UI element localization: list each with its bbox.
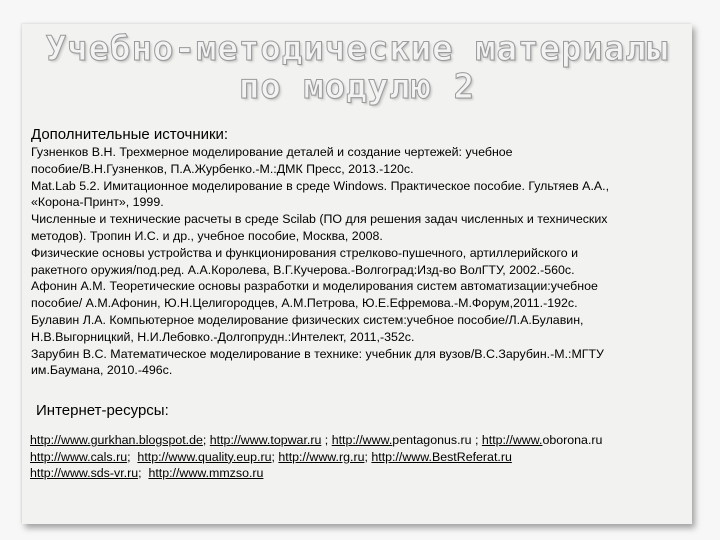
reference-line: Mat.Lab 5.2. Имитационное моделирование в среде Windows. Практическое пособие. Гультяев А.А., xyxy=(31,178,610,193)
reference-line: методов). Тропин И.С. и др., учебное пособие, Москва, 2008. xyxy=(31,228,383,243)
link-quality-eup[interactable]: http://www.quality.eup.ru xyxy=(137,449,272,464)
link-oborona[interactable]: http://www. xyxy=(481,433,543,447)
reference-line: «Корона-Принт», 1999. xyxy=(31,195,164,210)
link-pentagonus-domain: pentagonus.ru xyxy=(392,433,472,447)
additional-sources-heading: Дополнительные источники: xyxy=(31,126,229,143)
reference-line: Численные и технические расчеты в среде Scilab (ПО для решения задач численных и технических xyxy=(31,212,608,227)
reference-line: пособие/В.Н.Гузненков, П.А.Журбенко.-М.:ДМК Пресс, 2013.-120с. xyxy=(31,161,414,176)
link-rg[interactable]: http://www.rg.ru xyxy=(278,449,365,464)
reference-line: Н.В.Выгорницкий, Н.И.Лебовко.-Долгопрудн.:Интелект, 2011,-352с. xyxy=(31,329,415,344)
reference-line: ракетного оружия/под.ред. А.А.Королева, В.Г.Кучерова.-Волгоград:Изд-во ВолГТУ, 2002.-560с. xyxy=(31,262,575,277)
link-gurkhan[interactable]: http://www.gurkhan.blogspot.de xyxy=(30,433,203,447)
internet-resources-heading: Интернет-ресурсы: xyxy=(36,402,169,419)
reference-list xyxy=(31,144,699,379)
separator: ; xyxy=(138,466,149,481)
link-cals[interactable]: http://www.cals.ru xyxy=(30,449,128,464)
slide xyxy=(22,24,692,524)
reference-line: Зарубин В.С. Математическое моделирование в технике: учебник для вузов/В.С.Зарубин.-М.:МГТУ xyxy=(31,346,604,361)
separator: ; xyxy=(271,449,279,464)
link-mmzso[interactable]: http://www.mmzso.ru xyxy=(148,466,264,481)
reference-line: им.Баумана, 2010.-496с. xyxy=(31,363,173,378)
separator: ; xyxy=(202,433,210,447)
title-line-2: по модулю 2 xyxy=(238,67,476,107)
reference-line: Физические основы устройства и функционирования стрелково-пушечного, артиллерийского и xyxy=(31,245,579,260)
reference-line: Гузненков В.Н. Трехмерное моделирование деталей и создание чертежей: учебное xyxy=(31,145,513,159)
link-pentagonus[interactable]: http://www. xyxy=(331,433,393,447)
separator: ; xyxy=(321,433,332,447)
separator: ; xyxy=(471,433,482,447)
link-topwar[interactable]: http://www.topwar.ru xyxy=(209,433,322,447)
link-sds-vr[interactable]: http://www.sds-vr.ru xyxy=(30,466,139,481)
links-row-2 xyxy=(30,449,700,466)
links-row-3 xyxy=(30,465,700,482)
title-line-1: Учебно-методические материалы xyxy=(45,29,669,69)
link-oborona-domain: oborona.ru xyxy=(542,433,603,447)
separator: ; xyxy=(364,449,372,464)
separator: ; xyxy=(127,449,138,464)
reference-line: пособие/ А.М.Афонин, Ю.Н.Целигородцев, А.М.Петрова, Ю.Е.Ефремова.-М.Форум,2011.-192с. xyxy=(31,296,578,311)
link-bestreferat[interactable]: http://www.BestReferat.ru xyxy=(371,449,512,464)
links-row-1 xyxy=(30,432,700,449)
page-title xyxy=(22,30,692,106)
reference-line: Булавин Л.А. Компьютерное моделирование физических систем:учебное пособие/Л.А.Булавин, xyxy=(31,312,584,327)
reference-line: Афонин А.М. Теоретические основы разработки и моделирования систем автоматизации:учебное xyxy=(31,279,598,294)
internet-links xyxy=(30,432,700,482)
